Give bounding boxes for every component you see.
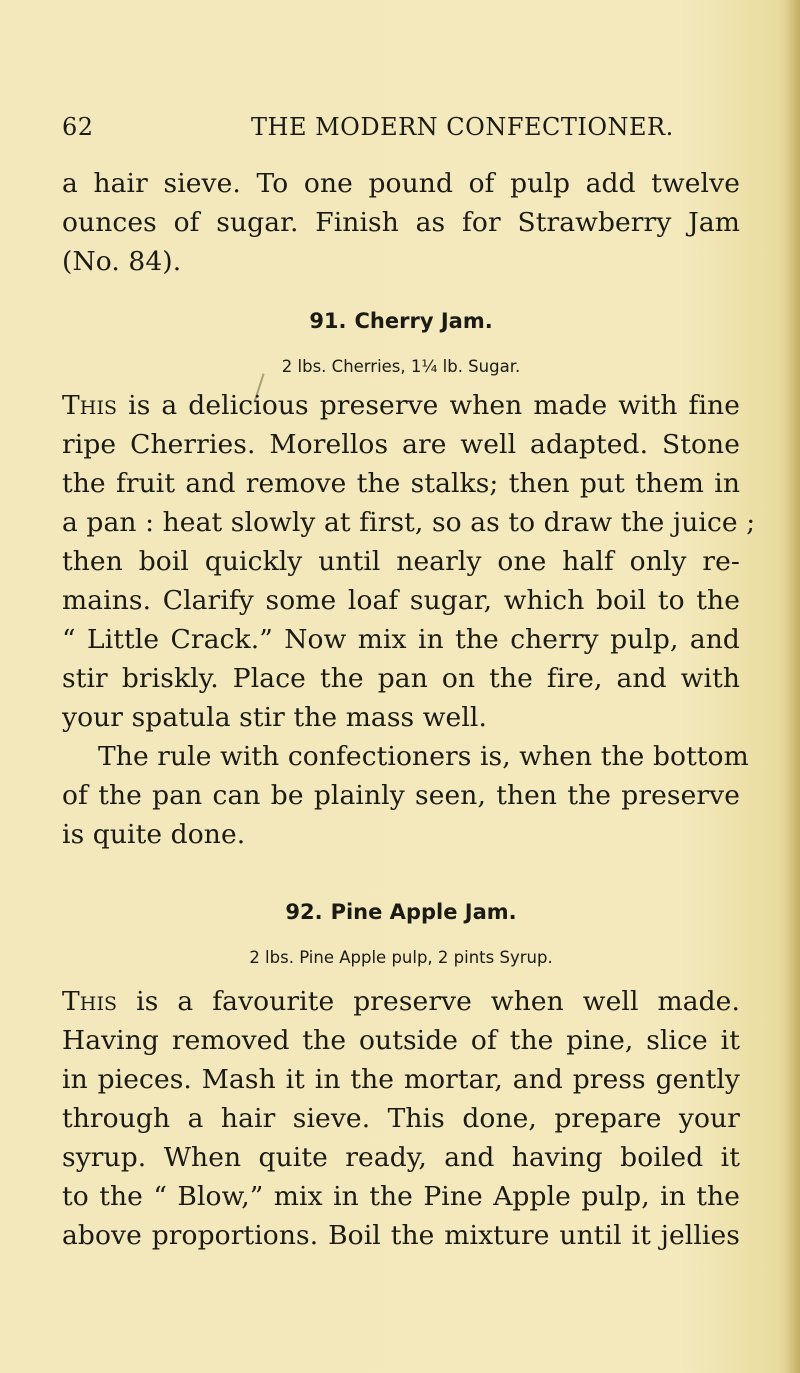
text-line: the fruit and remove the stalks; then put them in	[62, 468, 740, 499]
recipe-ingredients: 2 lbs. Cherries, 1¼ lb. Sugar.	[281, 357, 521, 376]
text-line: above proportions. Boil the mixture until it jellies	[62, 1220, 740, 1251]
recipe-title: Pine Apple Jam.	[330, 900, 517, 924]
recipe-heading	[62, 897, 740, 927]
running-title: THE MODERN CONFECTIONER.	[251, 113, 674, 141]
text-line: stir briskly. Place the pan on the fire, and with	[62, 663, 740, 694]
text-line: Having removed the outside of the pine, slice it	[62, 1025, 740, 1056]
recipe-ingredients: 2 lbs. Pine Apple pulp, 2 pints Syrup.	[249, 948, 553, 967]
recipe-heading	[62, 306, 740, 336]
opening-word: This	[62, 390, 118, 421]
line-rest: is a delicious preserve when made with fine	[117, 390, 740, 421]
recipe-title: Cherry Jam.	[354, 309, 493, 333]
text-line: to the “ Blow,” mix in the Pine Apple pulp, in the	[62, 1181, 740, 1212]
text-line: a pan : heat slowly at first, so as to draw the juice ;	[62, 507, 756, 538]
text-line: ounces of sugar. Finish as for Strawberry Jam	[62, 207, 740, 238]
text-line: a hair sieve. To one pound of pulp add twelve	[62, 168, 740, 199]
text-line: in pieces. Mash it in the mortar, and press gently	[62, 1064, 740, 1095]
text-line: syrup. When quite ready, and having boiled it	[62, 1142, 740, 1173]
opening-word: This	[62, 986, 118, 1017]
text-line: The rule with confectioners is, when the bottom	[98, 741, 749, 772]
text-line	[62, 388, 740, 424]
text-line: then boil quickly until nearly one half only re-	[62, 546, 740, 577]
text-line: through a hair sieve. This done, prepare your	[62, 1103, 740, 1134]
text-line: (No. 84).	[62, 246, 182, 277]
page-number: 62	[62, 113, 94, 141]
text-line	[62, 984, 740, 1020]
text-line: of the pan can be plainly seen, then the preserve	[62, 780, 740, 811]
text-line: “ Little Crack.” Now mix in the cherry pulp, and	[62, 624, 740, 655]
text-line: ripe Cherries. Morellos are well adapted. Stone	[62, 429, 740, 460]
line-rest: is a favourite preserve when well made.	[117, 986, 740, 1017]
text-line: is quite done.	[62, 819, 246, 850]
text-line: your spatula stir the mass well.	[62, 702, 487, 733]
recipe-number: 91.	[309, 309, 347, 333]
page-edge	[786, 0, 800, 1373]
page-header	[62, 113, 674, 149]
recipe-number: 92.	[285, 900, 323, 924]
text-line: mains. Clarify some loaf sugar, which boil to the	[62, 585, 740, 616]
